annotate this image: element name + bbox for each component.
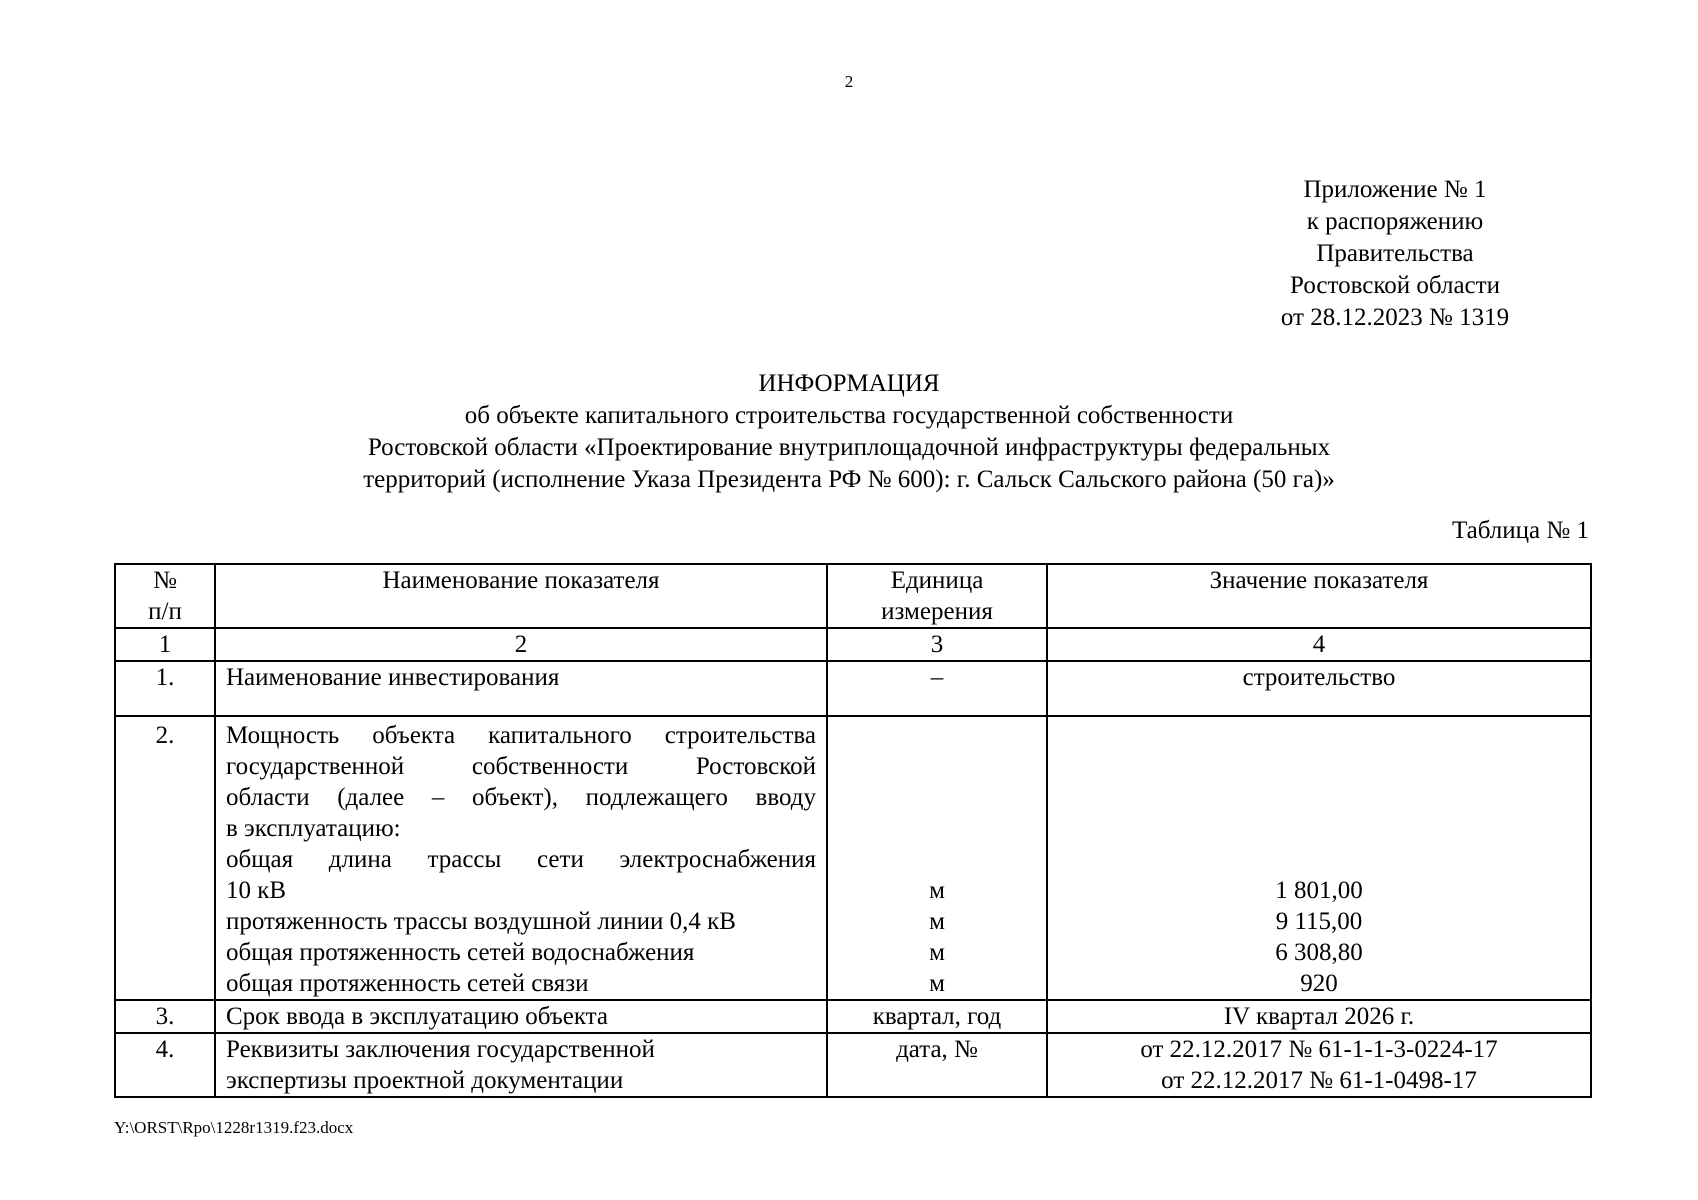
- row-unit: дата, №: [827, 1033, 1047, 1097]
- unit-line: м: [929, 877, 945, 904]
- column-number: 1: [115, 628, 215, 661]
- column-number: 4: [1047, 628, 1591, 661]
- row-value: [1047, 1033, 1591, 1097]
- header-unit-line2: измерения: [881, 598, 993, 625]
- row-unit: [827, 716, 1047, 1000]
- row-name-line: протяженность трассы воздушной линии 0,4 кВ: [226, 908, 736, 935]
- row-num: 3.: [115, 1000, 215, 1033]
- table-header-row: [115, 564, 1591, 628]
- value-line: от 22.12.2017 № 61-1-1-3-0224-17: [1140, 1036, 1498, 1063]
- unit-line: м: [929, 939, 945, 966]
- value-line: 920: [1300, 970, 1338, 997]
- row-name: Наименование инвестирования: [215, 661, 827, 716]
- row-name-line: Реквизиты заключения государственной: [226, 1036, 655, 1063]
- row-name-line: общая длина трассы сети электроснабжения: [226, 846, 816, 873]
- row-unit: квартал, год: [827, 1000, 1047, 1033]
- table-row: [115, 1033, 1591, 1097]
- header-name: Наименование показателя: [215, 564, 827, 628]
- appendix-block: [1230, 174, 1560, 334]
- value-line: от 22.12.2017 № 61-1-0498-17: [1161, 1067, 1477, 1094]
- value-line: 6 308,80: [1275, 939, 1363, 966]
- row-name-line: экспертизы проектной документации: [226, 1067, 624, 1094]
- title-line: территорий (исполнение Указа Президента РФ № 600): г. Сальск Сальского района (50 га)»: [363, 466, 1335, 493]
- row-name: Срок ввода в эксплуатацию объекта: [215, 1000, 827, 1033]
- header-num: [115, 564, 215, 628]
- row-name-line: общая протяженность сетей связи: [226, 970, 589, 997]
- row-value: строительство: [1047, 661, 1591, 716]
- table-caption: Таблица № 1: [1451, 517, 1589, 544]
- row-value: [1047, 716, 1591, 1000]
- header-num-line1: №: [153, 567, 177, 594]
- file-path: Y:\ORST\Rpo\1228r1319.f23.docx: [114, 1118, 354, 1137]
- row-name-line: 10 кВ: [226, 877, 287, 904]
- unit-line: м: [929, 908, 945, 935]
- row-name-line: общая протяженность сетей водоснабжения: [226, 939, 695, 966]
- column-numbers-row: [115, 628, 1591, 661]
- header-num-line2: п/п: [148, 598, 182, 625]
- header-unit: [827, 564, 1047, 628]
- table-row: [115, 661, 1591, 716]
- appendix-line: Правительства: [1316, 240, 1474, 267]
- column-number: 3: [827, 628, 1047, 661]
- row-unit: –: [827, 661, 1047, 716]
- row-name: [215, 1033, 827, 1097]
- title-line: об объекте капитального строительства государственной собственности: [464, 402, 1234, 429]
- appendix-line: Ростовской области: [1290, 272, 1500, 299]
- header-unit-line1: Единица: [890, 567, 984, 594]
- row-name-line: Мощность объекта капитального строительства: [226, 722, 816, 749]
- row-num: 2.: [115, 716, 215, 1000]
- row-value: IV квартал 2026 г.: [1047, 1000, 1591, 1033]
- indicators-table: [114, 563, 1592, 1098]
- row-name-line: государственной собственности Ростовской: [226, 753, 816, 780]
- table-row: [115, 716, 1591, 1000]
- appendix-line: Приложение № 1: [1303, 176, 1487, 203]
- value-line: 1 801,00: [1275, 877, 1363, 904]
- column-number: 2: [215, 628, 827, 661]
- value-line: 9 115,00: [1275, 908, 1363, 935]
- row-name: [215, 716, 827, 1000]
- row-num: 1.: [115, 661, 215, 716]
- row-name-line: в эксплуатацию:: [226, 815, 401, 842]
- document-title: [200, 368, 1498, 496]
- row-name-line: области (далее – объект), подлежащего вводу: [226, 784, 816, 811]
- table-row: [115, 1000, 1591, 1033]
- appendix-line: от 28.12.2023 № 1319: [1280, 304, 1510, 331]
- title-heading: ИНФОРМАЦИЯ: [758, 370, 940, 397]
- title-line: Ростовской области «Проектирование внутриплощадочной инфраструктуры федеральных: [367, 434, 1331, 461]
- row-num: 4.: [115, 1033, 215, 1097]
- appendix-line: к распоряжению: [1306, 208, 1484, 235]
- page-number: 2: [844, 72, 854, 91]
- header-value: Значение показателя: [1047, 564, 1591, 628]
- unit-line: м: [929, 970, 945, 997]
